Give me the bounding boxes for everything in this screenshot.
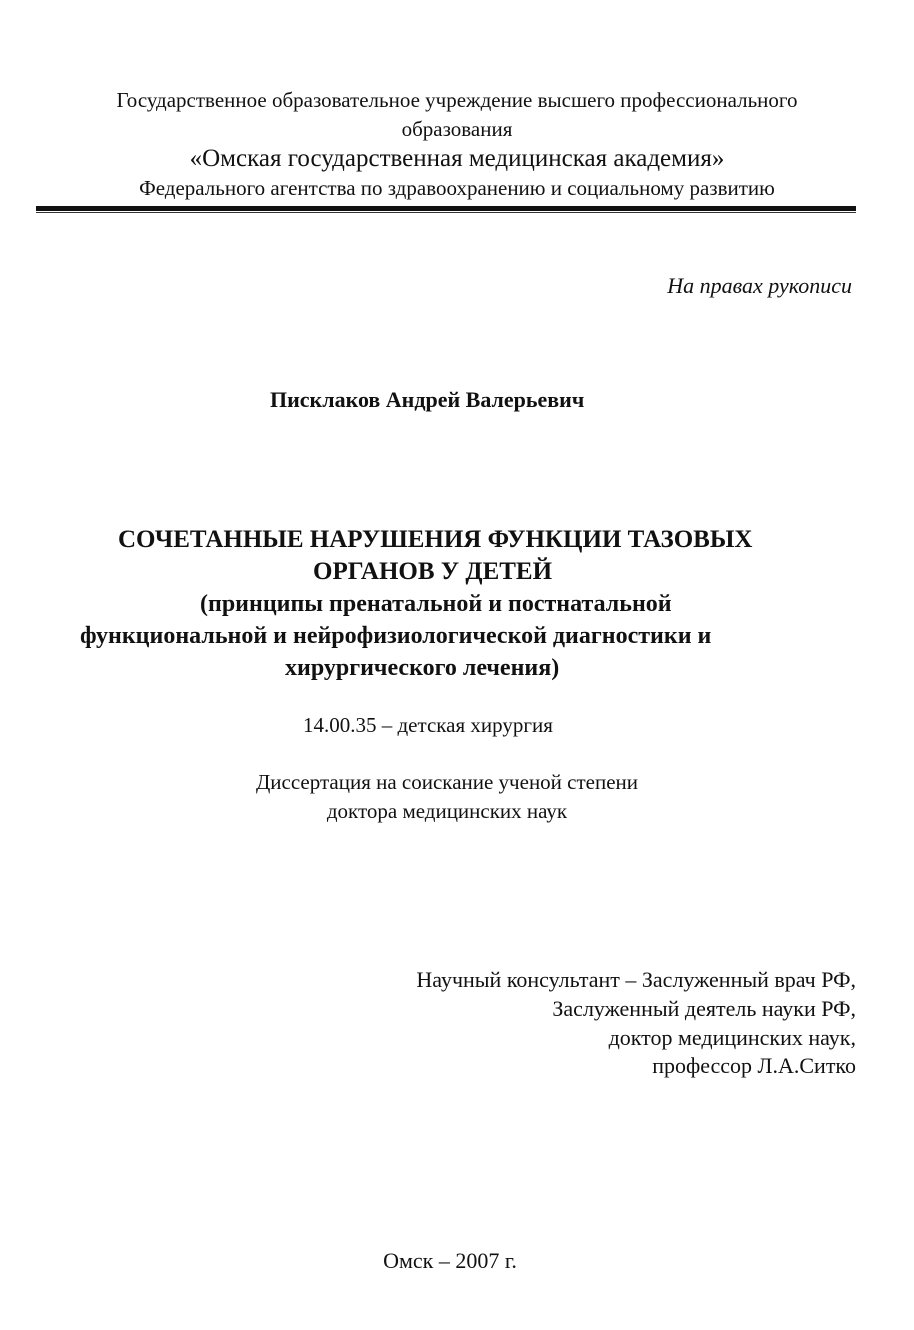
consultant-line-3: доктор медицинских наук, bbox=[608, 1025, 856, 1050]
title-line-2: ОРГАНОВ У ДЕТЕЙ bbox=[313, 558, 553, 585]
academy-name: «Омская государственная медицинская академия» bbox=[189, 145, 725, 172]
consultant-line-1: Научный консультант – Заслуженный врач РФ, bbox=[416, 967, 856, 992]
agency-line: Федерального агентства по здравоохранению и социальному развитию bbox=[139, 176, 775, 200]
city-year: Омск – 2007 г. bbox=[383, 1248, 517, 1273]
dissertation-line-1: Диссертация на соискание ученой степени bbox=[255, 770, 639, 794]
title-line-3: (принципы пренатальной и постнатальной bbox=[200, 591, 672, 617]
title-line-4: функциональной и нейрофизиологической диагностики и bbox=[80, 623, 712, 649]
specialty-code: 14.00.35 – детская хирургия bbox=[303, 713, 553, 737]
author-name: Писклаков Андрей Валерьевич bbox=[270, 387, 585, 412]
consultant-line-2: Заслуженный деятель науки РФ, bbox=[552, 996, 856, 1021]
title-line-5: хирургического лечения) bbox=[285, 655, 560, 681]
institution-line-2: образования bbox=[401, 117, 513, 141]
consultant-line-4: профессор Л.А.Ситко bbox=[652, 1053, 856, 1078]
dissertation-line-2: доктора медицинских наук bbox=[326, 799, 568, 823]
header-rule-thin bbox=[36, 212, 856, 213]
title-line-1: СОЧЕТАННЫЕ НАРУШЕНИЯ ФУНКЦИИ ТАЗОВЫХ bbox=[118, 526, 753, 553]
header-rule bbox=[36, 206, 856, 211]
institution-line-1: Государственное образовательное учреждение высшего профессионального bbox=[116, 88, 798, 112]
manuscript-note: На правах рукописи bbox=[667, 273, 852, 298]
